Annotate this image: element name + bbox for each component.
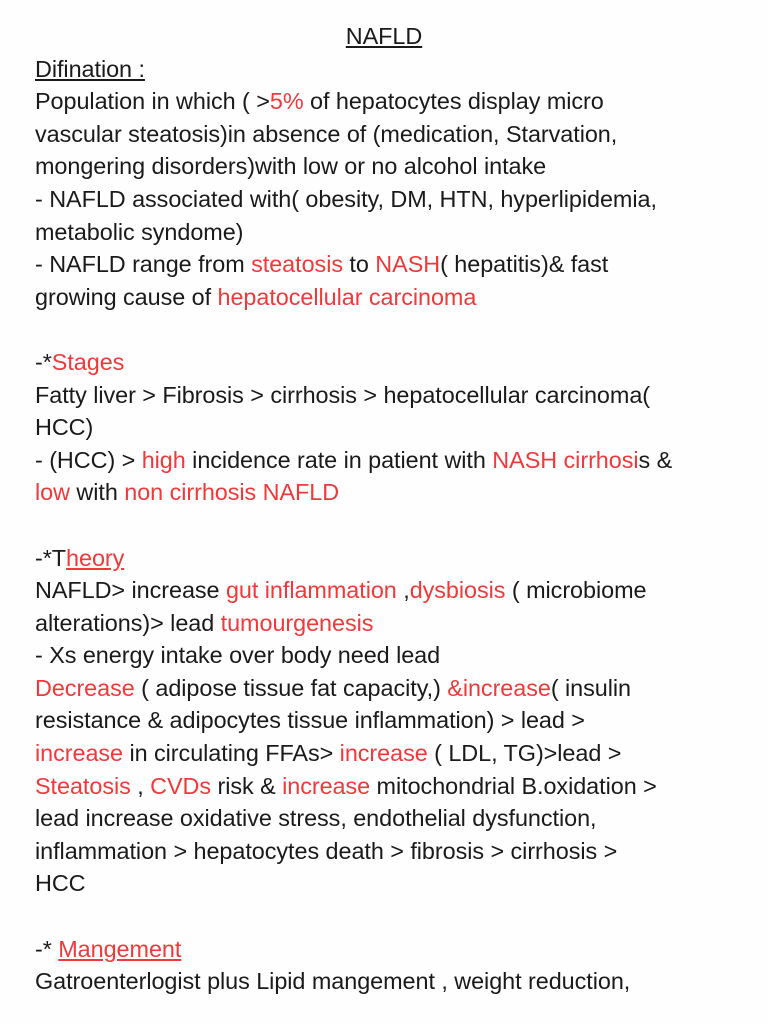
text-line — [35, 737, 748, 770]
text-segment: - NAFLD range from — [35, 251, 252, 278]
text-line — [35, 118, 748, 151]
text-line — [35, 770, 748, 803]
text-segment: , — [130, 772, 151, 799]
text-segment: ( adipose tissue fat capacity,) — [134, 674, 448, 701]
text-segment: - (HCC) > — [35, 446, 142, 473]
page-title: NAFLD — [345, 23, 423, 49]
highlighted-text: CVDs — [150, 772, 212, 799]
text-segment: -* — [35, 935, 59, 962]
underlined-heading: Difination : — [35, 55, 145, 82]
text-line — [35, 476, 748, 509]
highlighted-text: steatosis — [251, 251, 343, 278]
highlighted-text: increase — [339, 740, 428, 767]
text-line — [35, 150, 748, 183]
text-segment: Population in which ( > — [35, 88, 270, 115]
highlighted-text: heory — [66, 544, 125, 571]
text-line — [35, 379, 748, 412]
highlighted-text: increase — [35, 740, 124, 767]
text-segment: growing cause of — [35, 283, 218, 310]
highlighted-text: non cirrhosis NAFLD — [124, 479, 340, 506]
highlighted-text: hepatocellular carcinoma — [217, 283, 477, 310]
text-line — [35, 85, 748, 118]
text-segment: NAFLD> increase — [35, 577, 226, 604]
blank-line — [35, 313, 748, 346]
text-line — [35, 574, 748, 607]
text-segment: HCC — [35, 870, 86, 897]
text-line — [35, 53, 748, 86]
text-segment: to — [342, 251, 376, 278]
text-line — [35, 802, 748, 835]
highlighted-text: tumourgenesis — [220, 609, 374, 636]
text-segment: inflammation > hepatocytes death > fibrosis > cirrhosis > — [35, 837, 618, 864]
text-line — [35, 639, 748, 672]
text-line — [35, 867, 748, 900]
text-segment: metabolic syndome) — [35, 218, 244, 245]
highlighted-text: Steatosis — [35, 772, 131, 799]
text-segment: risk & — [211, 772, 283, 799]
text-segment: ( insulin — [550, 674, 631, 701]
blank-line — [35, 509, 748, 542]
highlighted-text: Decrease — [35, 674, 135, 701]
highlighted-text: gut inflammation — [225, 577, 397, 604]
highlighted-text: increase — [282, 772, 371, 799]
text-line — [35, 444, 748, 477]
text-line — [35, 411, 748, 444]
text-line — [35, 933, 748, 966]
text-segment: vascular steatosis)in absence of (medication, Starvation, — [35, 120, 618, 147]
highlighted-text: low — [35, 479, 70, 506]
text-segment: , — [396, 577, 410, 604]
text-line — [35, 704, 748, 737]
text-segment: - NAFLD associated with( obesity, DM, HTN, hyperlipidemia, — [35, 185, 657, 212]
text-segment: incidence rate in patient with — [185, 446, 493, 473]
text-line — [35, 281, 748, 314]
text-segment: resistance & adipocytes tissue inflammation) > lead > — [35, 707, 585, 734]
text-line — [35, 672, 748, 705]
highlighted-text: high — [141, 446, 186, 473]
text-segment: of hepatocytes display micro — [303, 88, 604, 115]
text-line — [35, 835, 748, 868]
text-segment: alterations)> lead — [35, 609, 221, 636]
text-line — [35, 183, 748, 216]
text-segment: HCC) — [35, 414, 94, 441]
text-segment: in circulating FFAs> — [123, 740, 340, 767]
highlighted-text: 5% — [269, 88, 304, 115]
text-segment: mongering disorders)with low or no alcohol intake — [35, 153, 547, 180]
text-line — [35, 542, 748, 575]
text-segment: Gatroenterlogist plus Lipid mangement , weight reduction, — [35, 968, 631, 995]
text-segment: - Xs energy intake over body need lead — [35, 642, 441, 669]
blank-line — [35, 900, 748, 933]
text-line — [35, 607, 748, 640]
highlighted-text: NASH — [375, 251, 441, 278]
text-segment: mitochondrial B.oxidation > — [370, 772, 657, 799]
text-line — [35, 965, 748, 998]
highlighted-text: &increase — [447, 674, 551, 701]
text-segment: ( microbiome — [505, 577, 647, 604]
text-segment: -* — [35, 348, 52, 375]
text-line — [35, 216, 748, 249]
highlighted-text: Stages — [51, 348, 125, 375]
text-segment: with — [69, 479, 125, 506]
text-segment: s & — [638, 446, 673, 473]
text-line — [35, 346, 748, 379]
text-segment: ( LDL, TG)>lead > — [427, 740, 622, 767]
document-body — [35, 53, 748, 998]
text-segment: ( hepatitis)& fast — [440, 251, 609, 278]
text-segment: lead increase oxidative stress, endothelial dysfunction, — [35, 805, 597, 832]
highlighted-text: dysbiosis — [409, 577, 506, 604]
highlighted-text: Mangement — [58, 935, 182, 962]
text-segment: Fatty liver > Fibrosis > cirrhosis > hepatocellular carcinoma( — [35, 381, 651, 408]
highlighted-text: NASH cirrhosi — [492, 446, 639, 473]
text-segment: -*T — [35, 544, 67, 571]
text-line — [35, 248, 748, 281]
